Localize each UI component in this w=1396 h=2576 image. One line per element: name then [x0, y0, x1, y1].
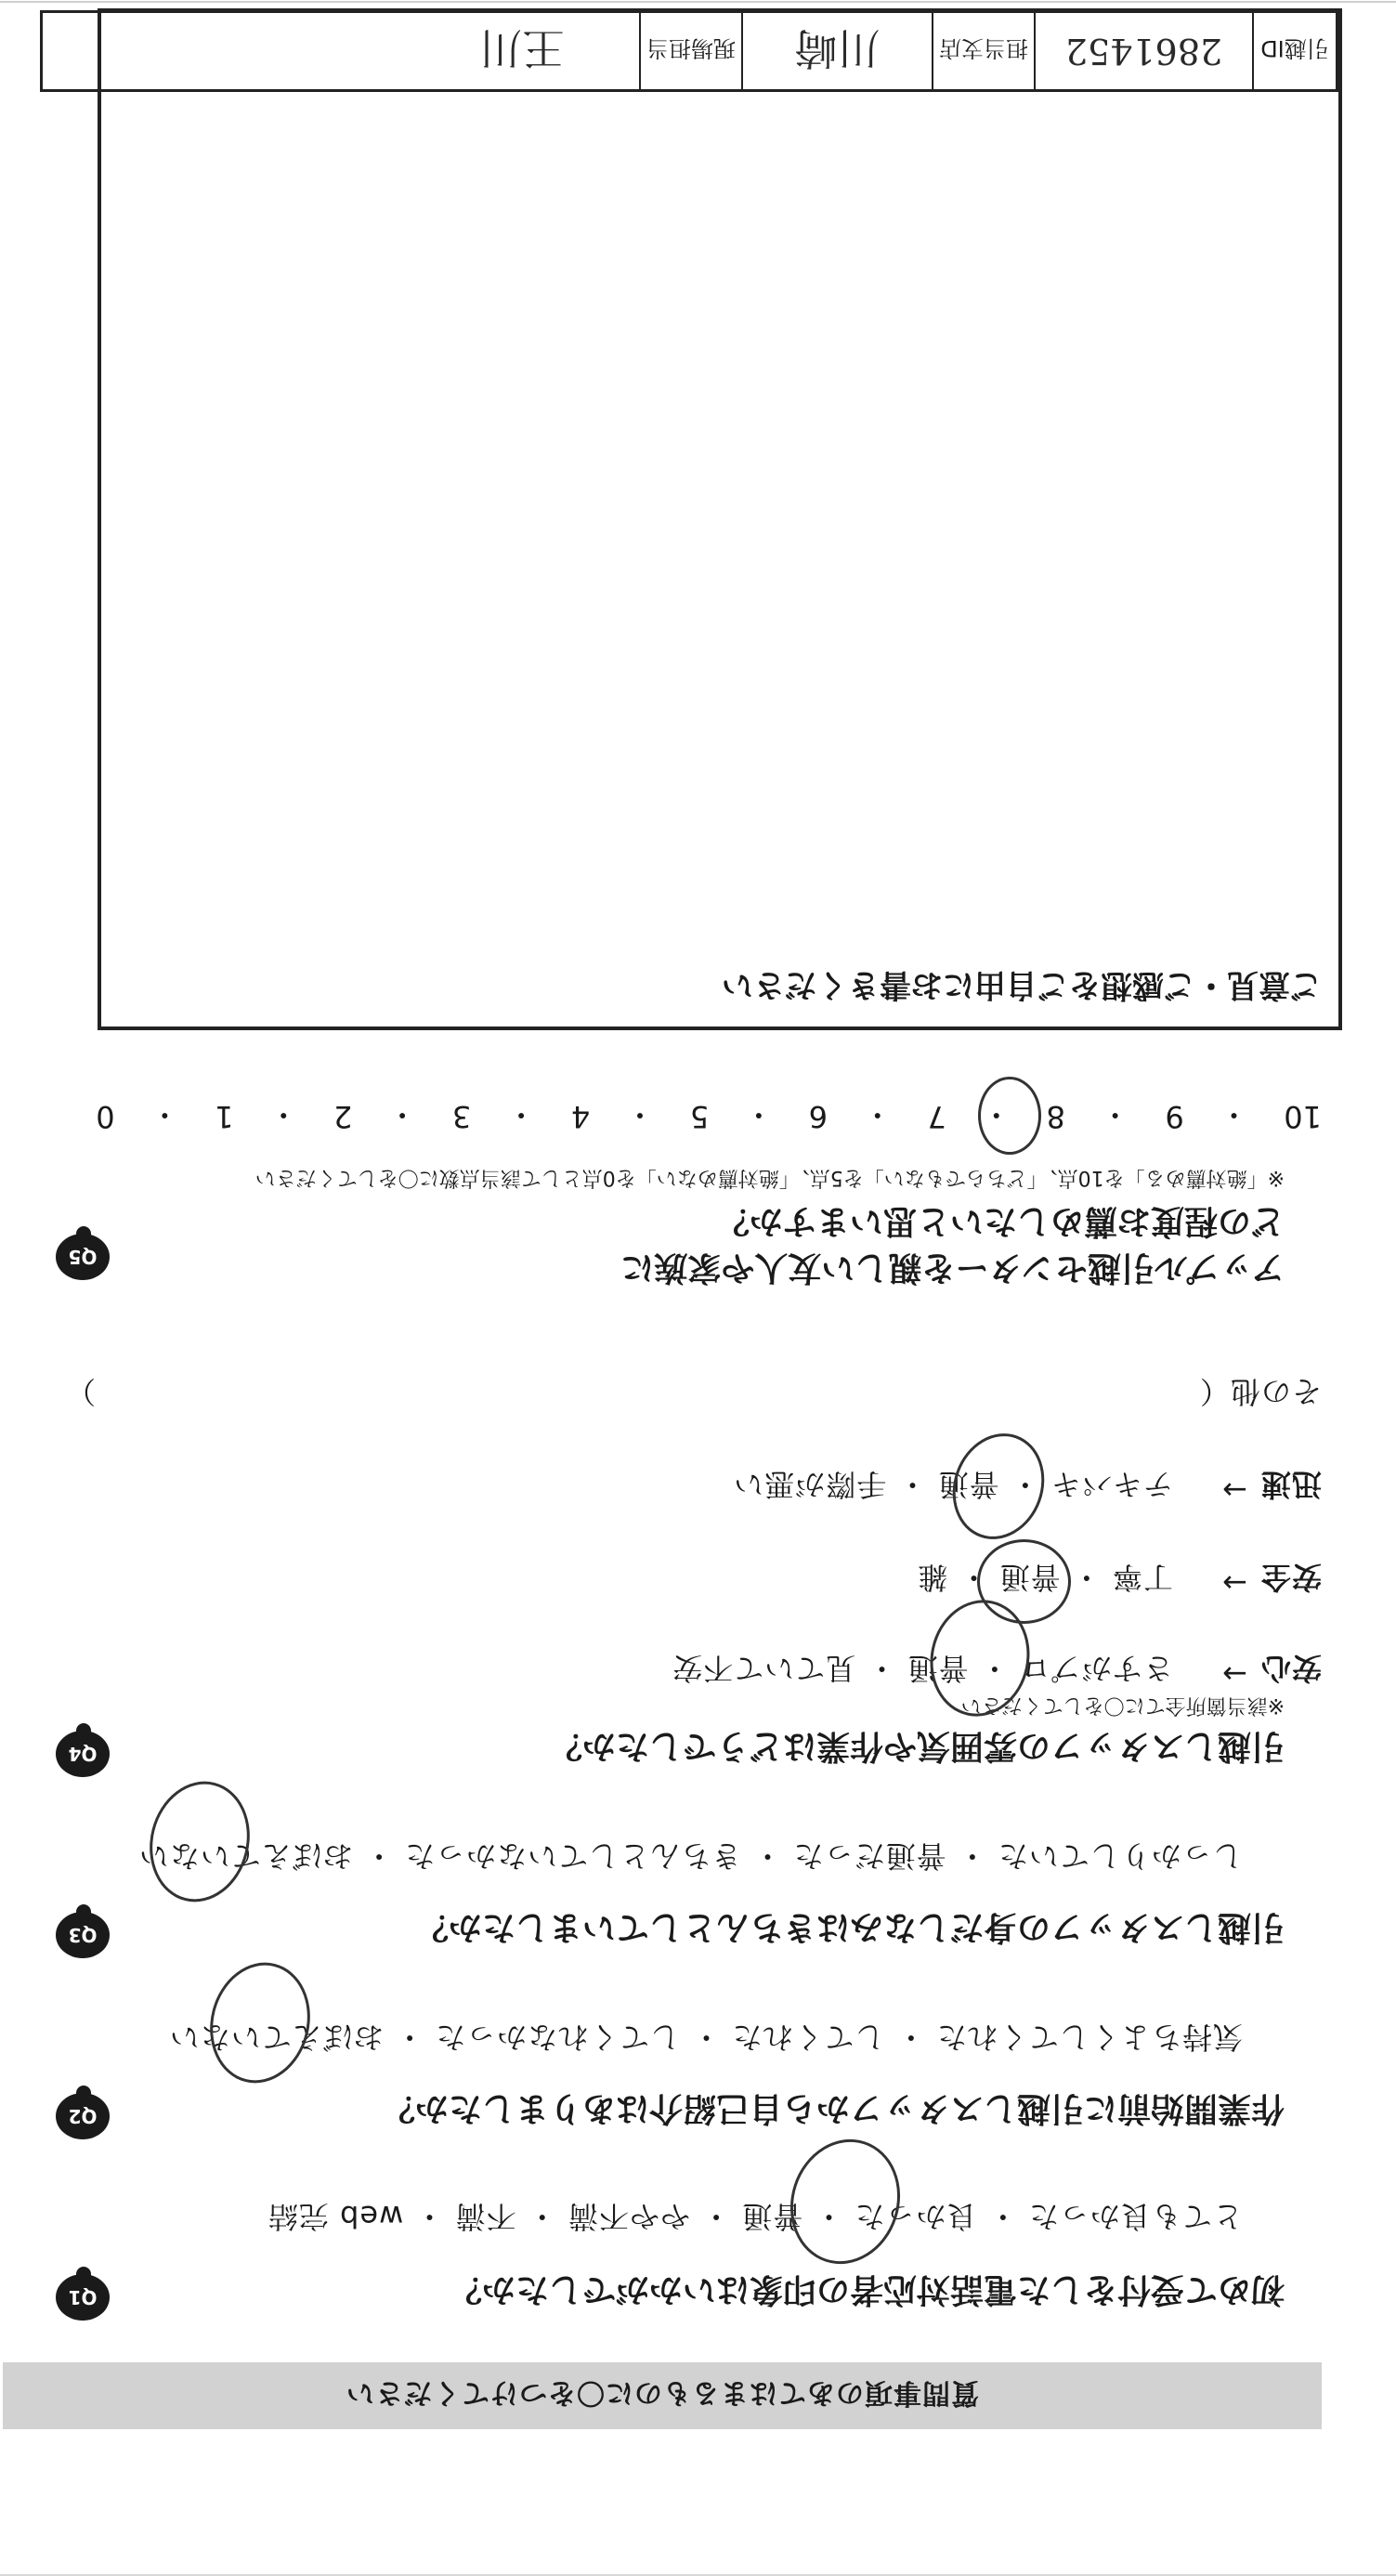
- scale-dot: ・: [862, 1097, 893, 1132]
- q5-score-6[interactable]: 6: [808, 1099, 828, 1134]
- q4-anzen-answer-circle[interactable]: [977, 1539, 1071, 1624]
- q4-row-jinsoku-options: テキパキ ・ 普通 ・ 手際が悪い: [733, 1467, 1173, 1502]
- q5-answer-circle[interactable]: [978, 1077, 1041, 1155]
- comment-title: ご意見・ご感想をご自由にお書きください: [722, 966, 1322, 1003]
- scale-dot: ・: [981, 1097, 1011, 1132]
- q4-row-jinsoku-label: 迅速: [1259, 1467, 1322, 1502]
- scale-dot: ・: [1219, 1097, 1249, 1132]
- q1-options: とても良かった ・ 良かった ・ 普通 ・ やや不満 ・ 不満 ・ web 完結: [267, 2199, 1243, 2234]
- q4-jinsoku-answer-circle[interactable]: [938, 1420, 1059, 1552]
- q1-answer-circle[interactable]: [775, 2125, 916, 2278]
- q4-icon: Q4: [56, 1731, 110, 1777]
- q5-score-scale: [96, 1095, 1322, 1138]
- scale-dot: ・: [1100, 1097, 1130, 1132]
- q1-icon: Q1: [56, 2274, 110, 2321]
- q4-other-label: その他（: [1198, 1374, 1322, 1409]
- q4-row-jinsoku-arrow: →: [1221, 1472, 1247, 1508]
- q5-score-2[interactable]: 2: [333, 1099, 353, 1134]
- q4-row-anzen-arrow: →: [1221, 1565, 1247, 1601]
- q1-question: 初めて受付をした電話対応者の印象はいかがでしたか？: [448, 2270, 1285, 2308]
- q3-answer-circle[interactable]: [137, 1771, 263, 1913]
- scan-edge-line: [0, 1, 1396, 3]
- q4-other-close: ）: [64, 1374, 96, 1409]
- q2-question: 作業開始前に引越しスタッフから自己紹介はありましたか？: [381, 2089, 1285, 2127]
- scale-dot: ・: [743, 1097, 774, 1132]
- staff-id-bar: [40, 10, 1338, 92]
- q5-score-9[interactable]: 9: [1165, 1099, 1184, 1134]
- leader-label: 現場担当: [639, 13, 741, 89]
- scale-dot: ・: [387, 1097, 418, 1132]
- q5-score-5[interactable]: 5: [689, 1099, 710, 1134]
- leader-value: 王川: [479, 23, 565, 73]
- q4-row-anshin-label: 安心: [1259, 1651, 1322, 1686]
- scale-dot: ・: [506, 1097, 537, 1132]
- q5-question-line1: アップル引越センターを親しい友人や家族に: [620, 1249, 1285, 1287]
- q2-icon: Q2: [56, 2093, 110, 2139]
- id-label: 引越ID: [1252, 13, 1336, 89]
- comment-box[interactable]: [98, 8, 1342, 1030]
- q5-score-7[interactable]: 7: [927, 1099, 946, 1134]
- q5-score-10[interactable]: 10: [1284, 1099, 1322, 1134]
- scale-dot: ・: [268, 1097, 299, 1132]
- scale-dot: ・: [150, 1097, 180, 1132]
- q5-icon: Q5: [56, 1234, 110, 1280]
- q2-answer-circle[interactable]: [198, 1952, 323, 2094]
- instruction-banner: 質問事項のあてはまるものに〇をつけてください: [3, 2362, 1322, 2429]
- q5-note: ※「絶対薦める」を10点、「どちらでもない」を5点、「絶対薦めない」を0点として該当点数に〇をしてください: [254, 1166, 1285, 1189]
- q2-options: 気持ちよくしてくれた ・ してくれた ・ してくれなかった ・ おぼえていない: [168, 2020, 1243, 2055]
- q4-question: 引越しスタッフの雰囲気や作業はどうでしたか？: [548, 1727, 1285, 1765]
- q5-question-line2: どの程度お薦めしたいと思いますか？: [715, 1202, 1285, 1240]
- q3-icon: Q3: [56, 1912, 110, 1958]
- q4-row-anzen-options: 丁寧 ・ 普通 ・ 雑: [917, 1560, 1173, 1595]
- scale-dot: ・: [624, 1097, 655, 1132]
- q3-options: しっかりしていた ・ 普通だった ・ きちんとしていなかった ・ おぼえていない: [137, 1838, 1243, 1874]
- branch-label: 担当支店: [932, 13, 1034, 89]
- q4-note: ※該当箇所全てに〇をしてください: [960, 1693, 1285, 1717]
- q4-row-anzen-label: 安全: [1259, 1560, 1322, 1595]
- q4-row-anshin-arrow: →: [1221, 1656, 1247, 1692]
- branch-value: 川崎: [741, 13, 932, 89]
- q5-score-8[interactable]: 8: [1046, 1099, 1065, 1134]
- id-value: 2861452: [1034, 13, 1252, 89]
- q5-score-1[interactable]: 1: [215, 1099, 234, 1134]
- q3-question: 引越しスタッフの身だしなみはきちんとしていましたか？: [414, 1908, 1285, 1946]
- q4-row-anshin-options: さすがプロ ・ 普通 ・ 見ていて不安: [672, 1651, 1173, 1686]
- q5-score-0[interactable]: 0: [96, 1099, 115, 1134]
- q5-score-3[interactable]: 3: [451, 1099, 472, 1134]
- q5-score-4[interactable]: 4: [570, 1099, 591, 1134]
